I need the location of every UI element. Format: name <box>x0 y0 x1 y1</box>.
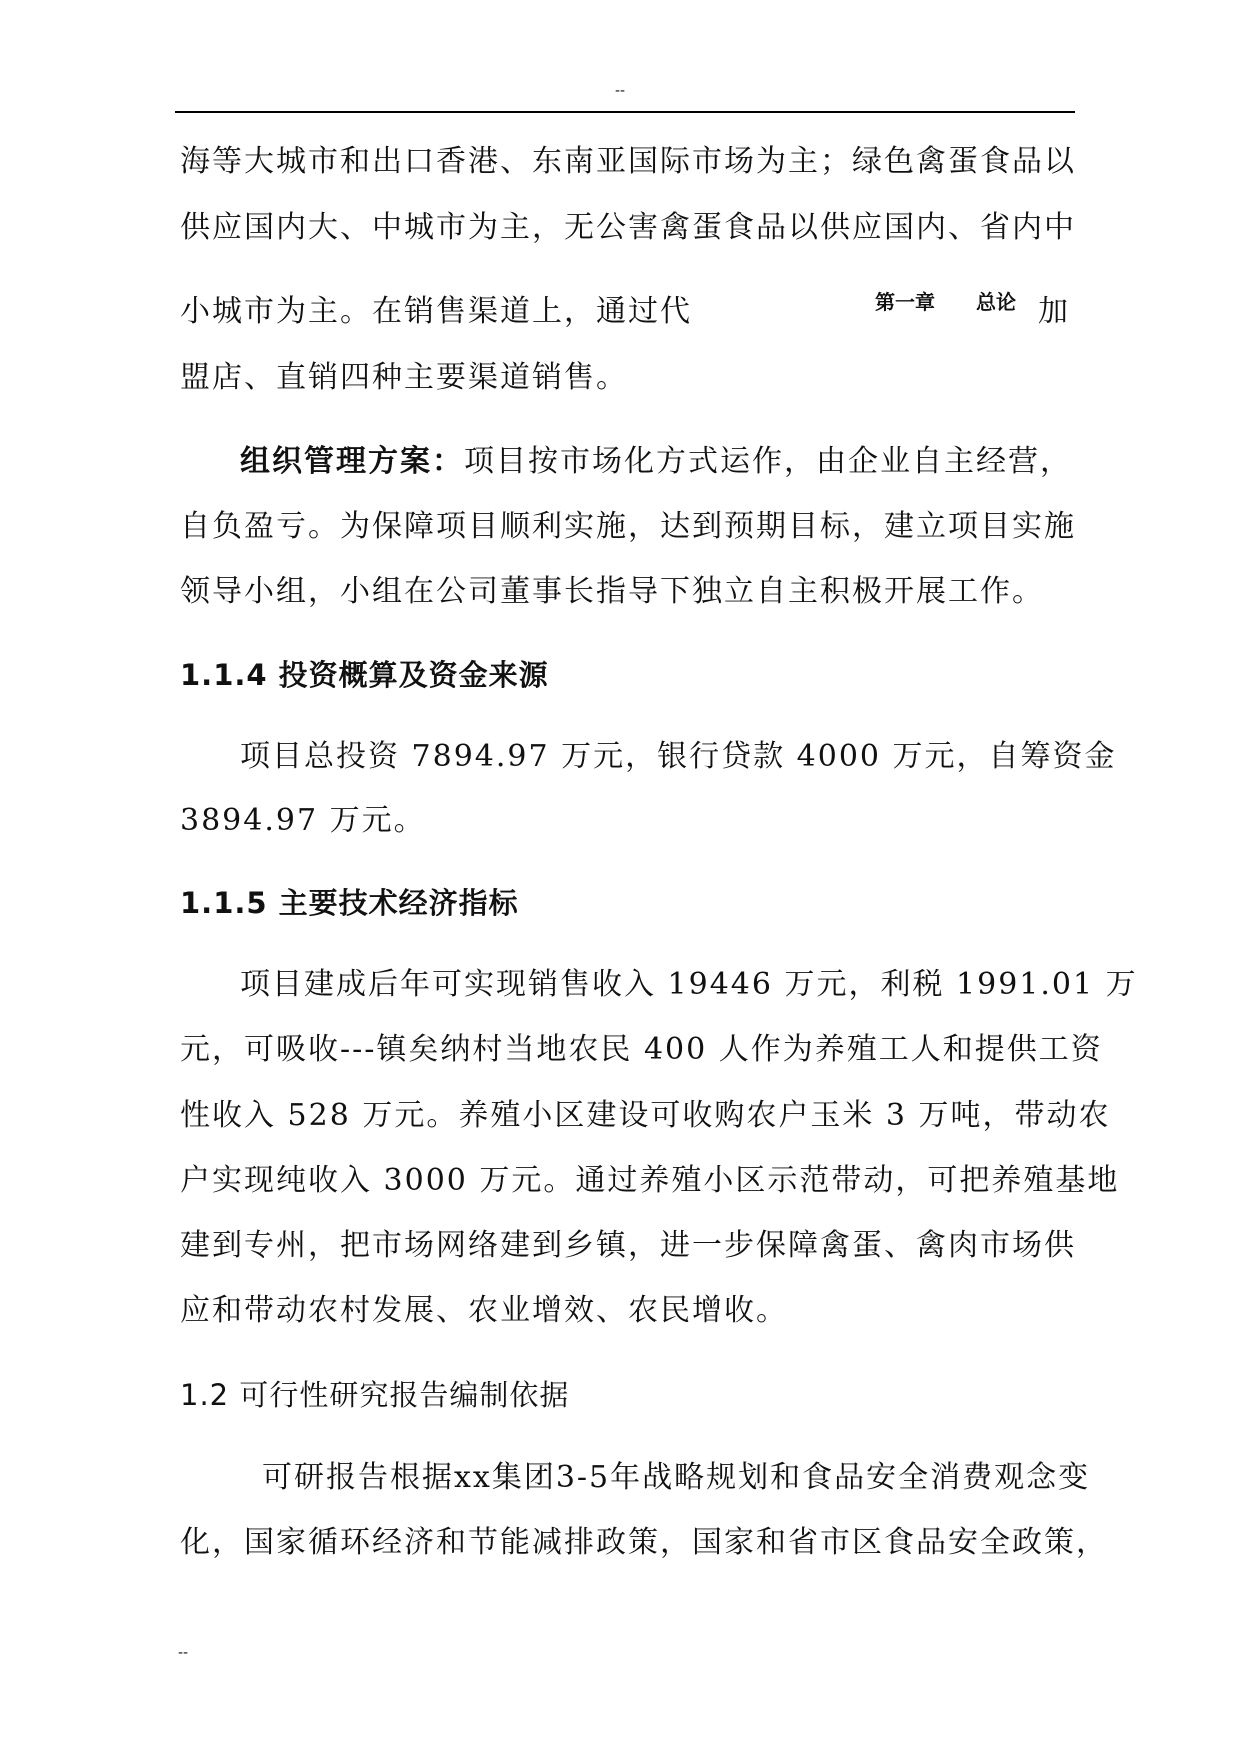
sec114-line-2: 3894.97 万元。 <box>180 803 426 838</box>
para1-line-1: 海等大城市和出口香港、东南亚国际市场为主；绿色禽蛋食品以 <box>180 144 1076 179</box>
running-head-chapter: 第一章 <box>875 290 935 314</box>
running-head-title: 总论 <box>976 290 1016 314</box>
para1-line-3: 小城市为主。在销售渠道上，通过代 <box>180 294 692 329</box>
para1-line-2: 供应国内大、中城市为主，无公害禽蛋食品以供应国内、省内中 <box>180 210 1076 245</box>
org-line-3: 领导小组，小组在公司董事长指导下独立自主积极开展工作。 <box>180 574 1044 609</box>
org-line-1-rest: 项目按市场化方式运作，由企业自主经营， <box>464 444 1072 479</box>
section-114-heading: 1.1.4 投资概算及资金来源 <box>180 658 549 692</box>
para1-line-4: 盟店、直销四种主要渠道销售。 <box>180 360 628 395</box>
org-line-2: 自负盈亏。为保障项目顺利实施，达到预期目标，建立项目实施 <box>180 509 1076 544</box>
sec115-line-3: 性收入 528 万元。养殖小区建设可收购农户玉米 3 万吨，带动农 <box>180 1098 1111 1133</box>
header-mark: -- <box>614 83 626 99</box>
section-12-heading: 1.2 可行性研究报告编制依据 <box>180 1378 570 1412</box>
org-line-1 <box>240 442 1072 482</box>
sec12-line-2: 化，国家循环经济和节能减排政策，国家和省市区食品安全政策， <box>180 1525 1108 1560</box>
footer-mark: -- <box>178 1645 189 1661</box>
section-115-heading: 1.1.5 主要技术经济指标 <box>180 886 519 920</box>
sec115-line-1: 项目建成后年可实现销售收入 19446 万元，利税 1991.01 万 <box>240 967 1138 1002</box>
para1-overlap-char: 加 <box>1038 294 1068 329</box>
org-label: 组织管理方案： <box>240 444 464 479</box>
sec115-line-6: 应和带动农村发展、农业增效、农民增收。 <box>180 1293 788 1328</box>
sec115-line-4: 户实现纯收入 3000 万元。通过养殖小区示范带动，可把养殖基地 <box>180 1163 1120 1198</box>
sec12-line-1: 可研报告根据xx集团3-5年战略规划和食品安全消费观念变 <box>262 1460 1091 1495</box>
sec115-line-5: 建到专州，把市场网络建到乡镇，进一步保障禽蛋、禽肉市场供 <box>180 1228 1076 1263</box>
sec115-line-2: 元，可吸收---镇矣纳村当地农民 400 人作为养殖工人和提供工资 <box>180 1032 1103 1067</box>
sec114-line-1: 项目总投资 7894.97 万元，银行贷款 4000 万元，自筹资金 <box>240 739 1117 774</box>
header-rule <box>175 111 1075 113</box>
